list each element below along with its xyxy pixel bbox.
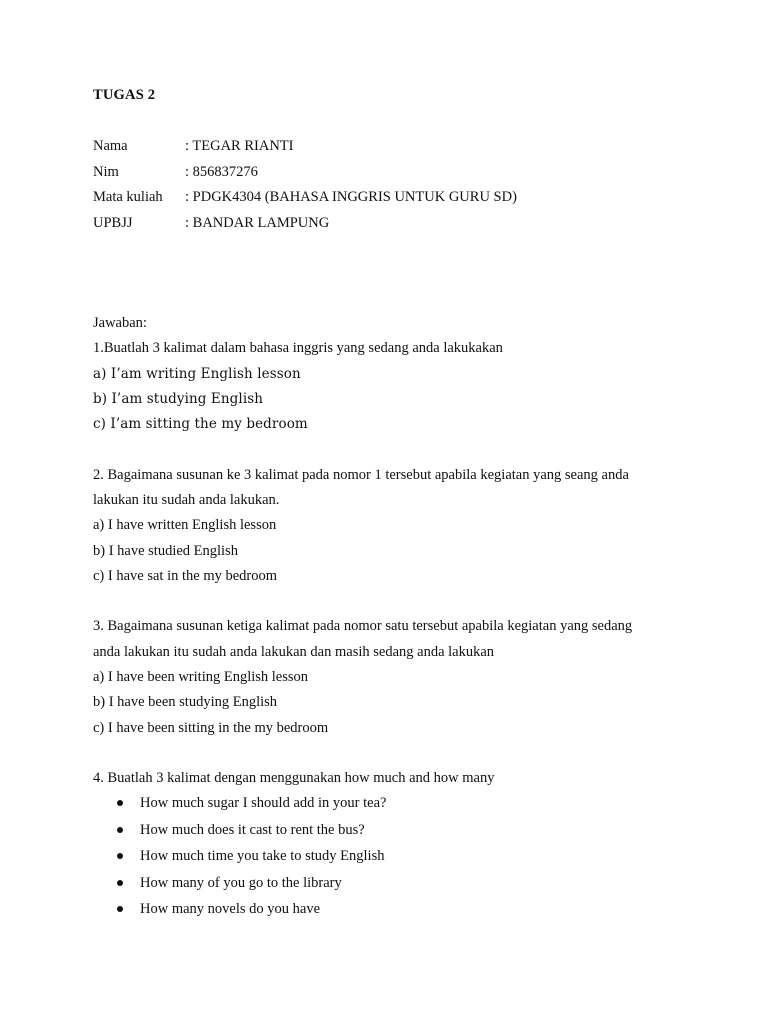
info-row-upbjj bbox=[93, 213, 517, 239]
bullet-dot-icon bbox=[117, 906, 123, 912]
bullet-dot-icon bbox=[117, 853, 123, 859]
info-label: UPBJJ bbox=[93, 214, 133, 231]
info-label: Nama bbox=[93, 138, 128, 154]
question-1: 1.Buatlah 3 kalimat dalam bahasa inggris yang sedang anda lakukakan bbox=[93, 340, 503, 357]
bullet-item bbox=[93, 793, 693, 820]
document-title: TUGAS 2 bbox=[93, 87, 156, 103]
answer-2b: b) I have studied English bbox=[93, 542, 238, 559]
info-label: Mata kuliah bbox=[93, 189, 163, 205]
question-3-line-2: anda lakukan itu sudah anda lakukan dan masih sedang anda lakukan bbox=[93, 643, 495, 660]
question-2-line-2: lakukan itu sudah anda lakukan. bbox=[93, 491, 280, 508]
spacer bbox=[93, 439, 693, 464]
info-row-nim bbox=[93, 162, 517, 188]
question-4: 4. Buatlah 3 kalimat dengan menggunakan how much and how many bbox=[93, 770, 495, 787]
answer-1c: c) I’am sitting the my bedroom bbox=[93, 416, 308, 433]
info-row-mata-kuliah bbox=[93, 187, 517, 213]
bullet-dot-icon bbox=[117, 800, 123, 806]
bullet-dot-icon bbox=[117, 827, 123, 833]
info-value: : 856837276 bbox=[185, 163, 258, 180]
spacer bbox=[93, 591, 693, 616]
answer-2c: c) I have sat in the my bedroom bbox=[93, 567, 278, 584]
question-3-line-1: 3. Bagaimana susunan ketiga kalimat pada nomor satu tersebut apabila kegiatan yang sedang bbox=[93, 618, 633, 635]
info-label: Nim bbox=[93, 163, 119, 180]
answer-1a: a) I’am writing English lesson bbox=[93, 365, 301, 382]
answer-1b: b) I’am studying English bbox=[93, 390, 264, 407]
bullet-item bbox=[93, 899, 693, 926]
question-2-line-1: 2. Bagaimana susunan ke 3 kalimat pada nomor 1 tersebut apabila kegiatan yang seang anda bbox=[93, 466, 629, 483]
bullet-text: How much sugar I should add in your tea? bbox=[140, 795, 387, 812]
info-value: : PDGK4304 (BAHASA INGGRIS UNTUK GURU SD) bbox=[185, 189, 517, 205]
answer-3c: c) I have been sitting in the my bedroom bbox=[93, 719, 329, 736]
bullet-item bbox=[93, 873, 693, 900]
bullet-text: How many novels do you have bbox=[140, 901, 321, 918]
spacer bbox=[93, 743, 693, 768]
info-value: : TEGAR RIANTI bbox=[185, 138, 294, 154]
student-info bbox=[93, 136, 517, 238]
bullet-item bbox=[93, 846, 693, 873]
bullet-text: How many of you go to the library bbox=[140, 874, 342, 891]
answers-section bbox=[93, 313, 693, 926]
answer-2a: a) I have written English lesson bbox=[93, 517, 277, 534]
answer-3a: a) I have been writing English lesson bbox=[93, 668, 309, 685]
bullet-text: How much does it cast to rent the bus? bbox=[140, 821, 365, 838]
answers-heading: Jawaban: bbox=[93, 315, 147, 331]
bullet-list bbox=[93, 793, 693, 926]
bullet-dot-icon bbox=[117, 880, 123, 886]
answer-3b: b) I have been studying English bbox=[93, 694, 278, 711]
info-row-nama bbox=[93, 136, 517, 162]
bullet-text: How much time you take to study English bbox=[140, 848, 385, 865]
info-value: : BANDAR LAMPUNG bbox=[185, 214, 330, 231]
bullet-item bbox=[93, 820, 693, 847]
